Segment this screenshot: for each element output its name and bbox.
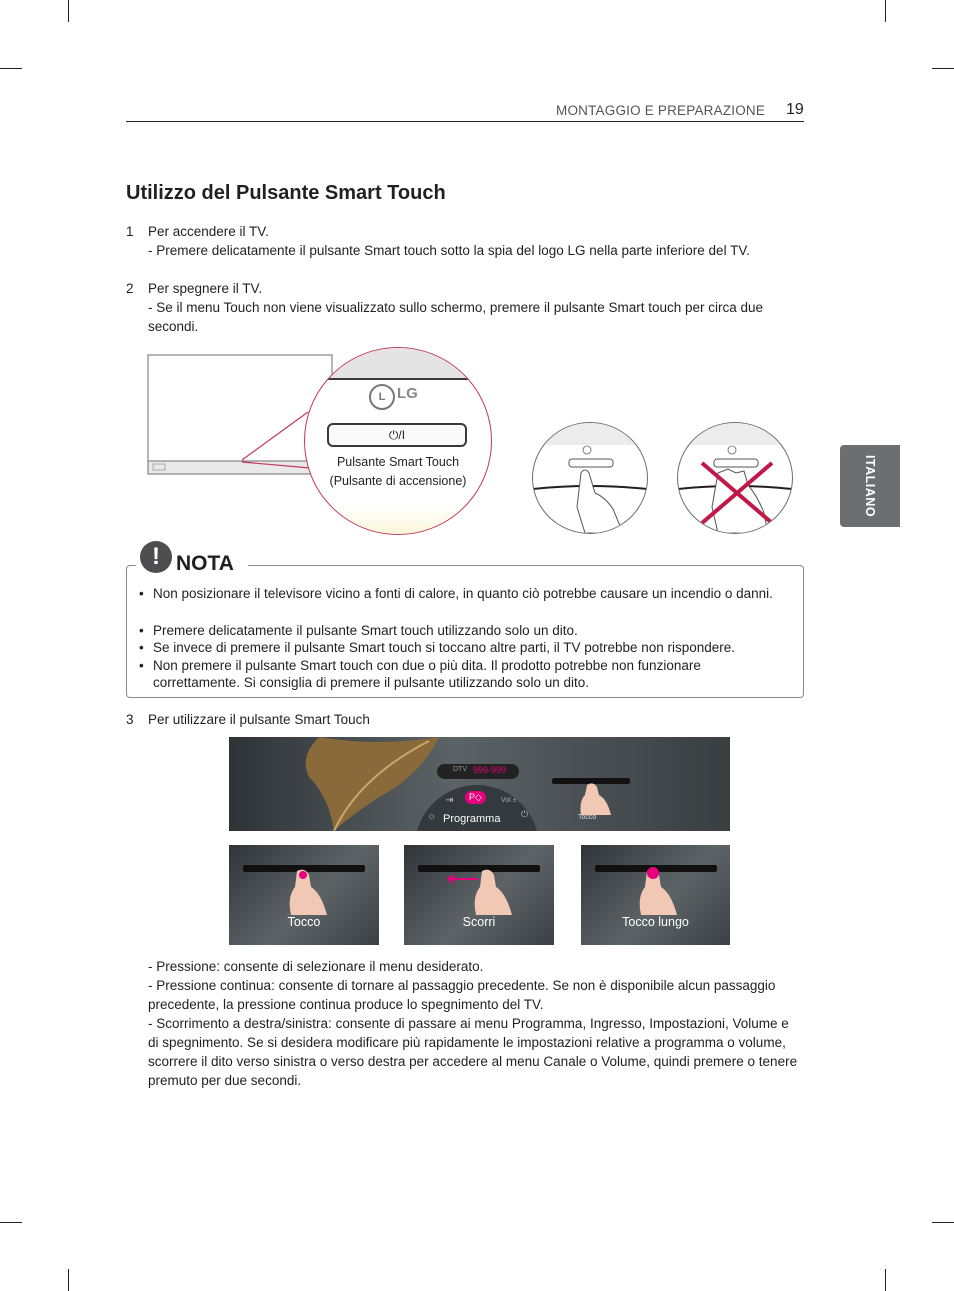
- tv-source-label: DTV: [453, 766, 467, 773]
- crop-mark: [68, 1269, 69, 1291]
- step-detail: - Premere delicatamente il pulsante Smart touch sotto la spia del logo LG nella parte inferiore del TV.: [148, 243, 750, 258]
- lg-logo: L: [369, 384, 395, 410]
- gesture-description: [148, 957, 798, 1090]
- hand-icon: [635, 865, 679, 915]
- note-bullet: • Non posizionare il televisore vicino a fonti di calore, in quanto ciò potrebbe causare un incendio o danni.: [139, 586, 773, 601]
- input-icon[interactable]: ⇥: [445, 795, 454, 806]
- tocco-small-label: Tocco: [578, 814, 597, 821]
- crop-mark: [0, 1222, 22, 1223]
- crop-mark: [68, 0, 69, 22]
- wrong-touch-illustration: [677, 422, 793, 534]
- power-icon[interactable]: ⏻: [521, 809, 529, 819]
- channel-item[interactable]: P◇: [465, 791, 486, 804]
- description-line: - Pressione continua: consente di tornare al passaggio precedente. Se non è disponibile alcun passaggio precedente, la pressione continua produce lo spegnimento del TV.: [148, 978, 776, 1012]
- volume-item[interactable]: Vol ±: [501, 797, 517, 804]
- page-number: 19: [786, 101, 804, 118]
- language-tab: [840, 445, 900, 527]
- hand-icon: [577, 781, 613, 815]
- settings-icon[interactable]: ☼: [427, 811, 437, 822]
- language-tab-label: ITALIANO: [863, 454, 877, 518]
- step-number: 1: [126, 224, 134, 239]
- step-detail: - Se il menu Touch non viene visualizzato sullo schermo, premere il pulsante Smart touch per circa due secondi.: [148, 300, 764, 334]
- button-caption: (Pulsante di accensione): [329, 474, 467, 488]
- crop-mark: [932, 1222, 954, 1223]
- note-label: NOTA: [176, 552, 234, 575]
- gesture-label: Tocco: [287, 915, 321, 929]
- gesture-panel-tocco: [229, 845, 379, 945]
- header-rule: [126, 121, 804, 122]
- power-icon: ⏻/I: [388, 428, 406, 442]
- menu-label: Programma: [443, 813, 501, 825]
- gesture-panel-scorri: [404, 845, 554, 945]
- gesture-label: Tocco lungo: [622, 915, 689, 929]
- crop-mark: [0, 68, 22, 69]
- step-text: Per utilizzare il pulsante Smart Touch: [148, 712, 370, 727]
- description-line: - Pressione: consente di selezionare il menu desiderato.: [148, 959, 484, 974]
- description-line: - Scorrimento a destra/sinistra: consente di passare ai menu Programma, Ingresso, Impostazioni, Volume e di spegnimento. Se si desidera modificare più rapidamente le impostazioni relative a programma o volume, scorrere il dito verso sinistra o verso destra per accedere al menu Canale o Volume, quindi premere o tenere premuto per due secondi.: [148, 1016, 798, 1088]
- crop-mark: [885, 1269, 886, 1291]
- lg-logo-text: LG: [397, 385, 418, 402]
- tv-menu-screenshot: [229, 737, 730, 831]
- channel-number: 999-999: [473, 765, 507, 775]
- crop-mark: [885, 0, 886, 22]
- note-bullet: • Se invece di premere il pulsante Smart touch si toccano altre parti, il TV potrebbe non rispondere.: [139, 640, 736, 655]
- hand-swipe-icon: [444, 869, 514, 915]
- step-text: Per accendere il TV.: [148, 224, 269, 239]
- hand-icon: [285, 869, 329, 915]
- gesture-label: Scorri: [462, 915, 496, 929]
- gesture-panel-tocco-lungo: [581, 845, 730, 945]
- magnified-button-circle: [304, 347, 492, 535]
- step-number: 2: [126, 281, 134, 296]
- exclamation-icon: !: [140, 541, 172, 573]
- channel-bar: [437, 764, 519, 779]
- note-bullet: • Premere delicatamente il pulsante Smart touch utilizzando solo un dito.: [139, 623, 578, 638]
- running-header: MONTAGGIO E PREPARAZIONE: [556, 103, 766, 118]
- section-title: Utilizzo del Pulsante Smart Touch: [126, 182, 446, 204]
- correct-touch-illustration: [532, 422, 648, 534]
- button-caption: Pulsante Smart Touch: [336, 455, 460, 469]
- step-text: Per spegnere il TV.: [148, 281, 263, 296]
- step-number: 3: [126, 712, 134, 727]
- note-bullet: • Non premere il pulsante Smart touch con due o più dita. Il prodotto potrebbe non funzionare correttamente. Si consiglia di premere il pulsante utilizzando solo un dito.: [139, 658, 701, 690]
- crop-mark: [932, 68, 954, 69]
- power-button[interactable]: [327, 423, 467, 447]
